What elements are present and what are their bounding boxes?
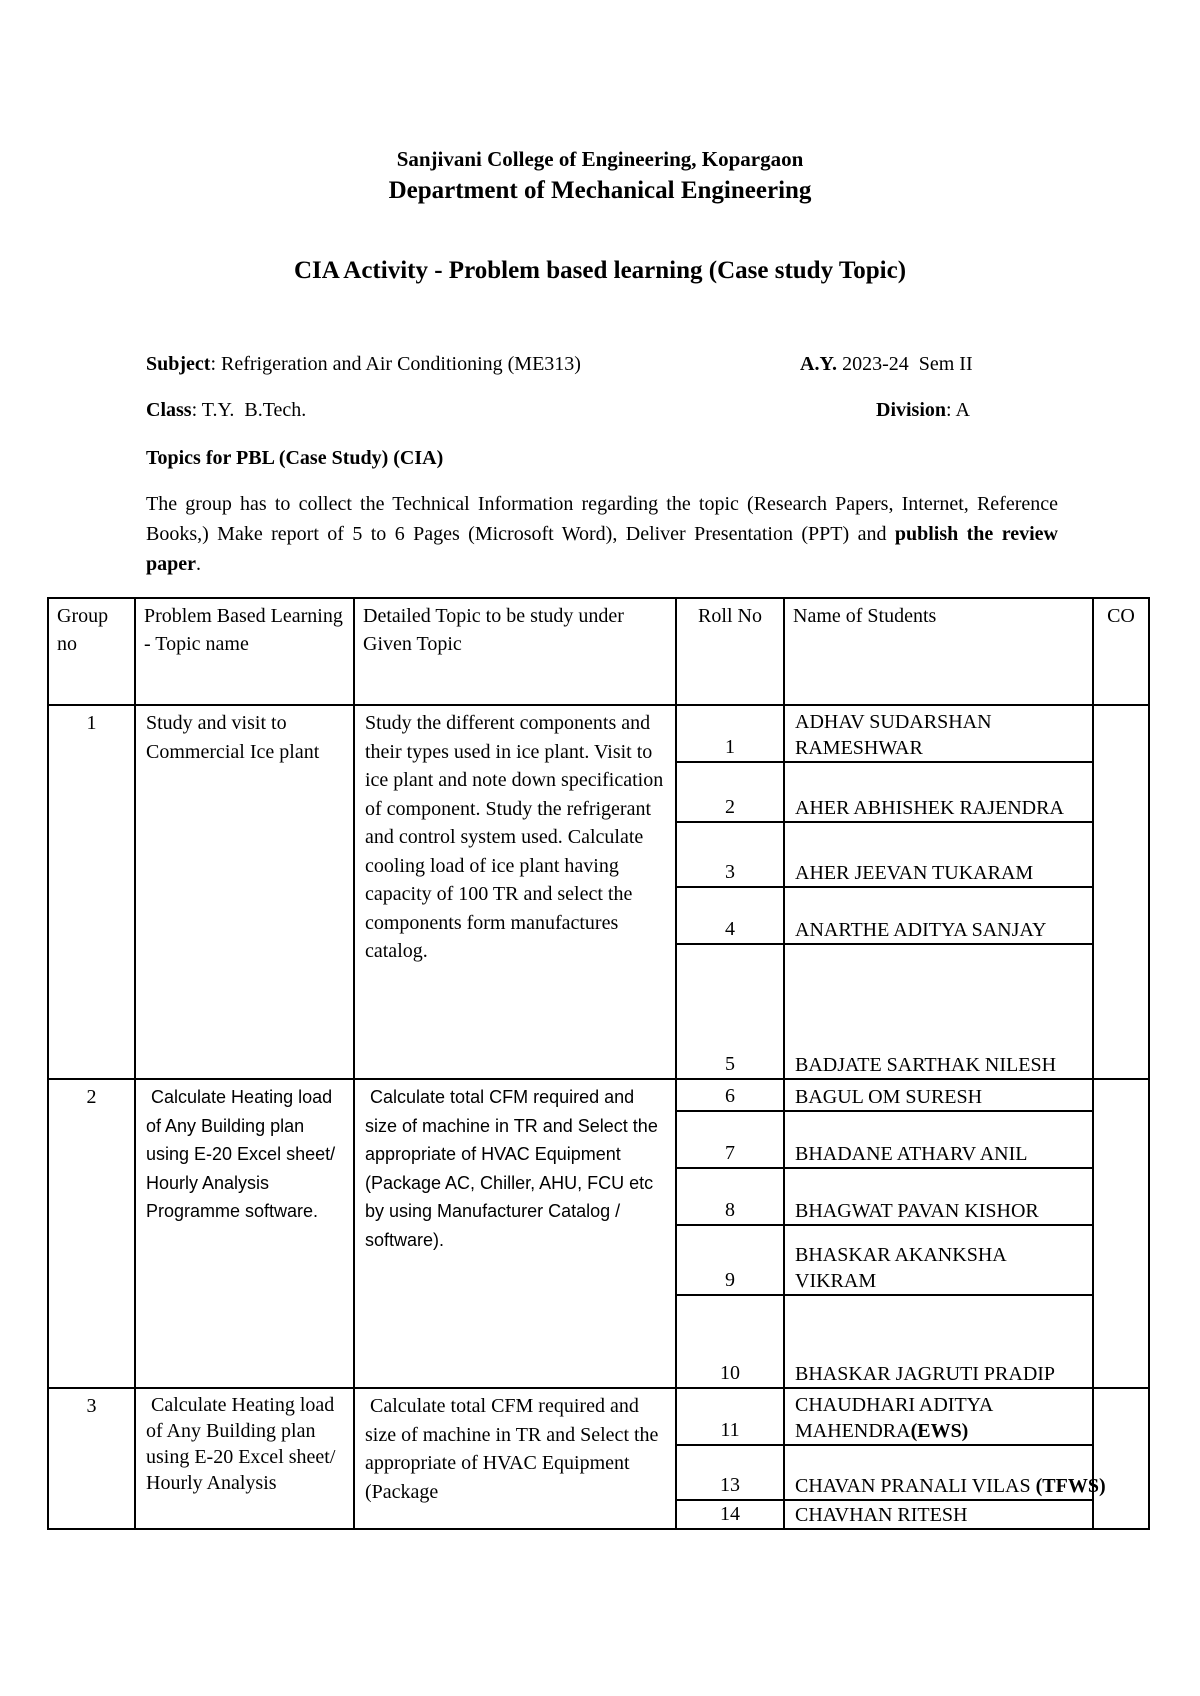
problem-topic: Calculate Heating load of Any Building plan using E-20 Excel sheet/ Hourly Analysis Programme software. xyxy=(135,1079,354,1388)
student-name: BHADANE ATHARV ANIL xyxy=(784,1111,1093,1168)
student-name-text: CHAUDHARI ADITYA MAHENDRA xyxy=(795,1394,993,1442)
header-co: CO xyxy=(1093,598,1149,705)
roll-number: 8 xyxy=(676,1168,784,1225)
department-name: Department of Mechanical Engineering xyxy=(388,177,812,204)
pbl-topics-table xyxy=(47,597,1150,1530)
activity-title: CIA Activity - Problem based learning (Case study Topic) xyxy=(293,257,907,284)
roll-number: 13 xyxy=(676,1445,784,1500)
roll-number: 6 xyxy=(676,1079,784,1111)
detailed-topic: Calculate total CFM required and size of machine in TR and Select the appropriate of HVAC Equipment (Package xyxy=(354,1388,676,1529)
subject-line xyxy=(146,353,581,376)
roll-number: 3 xyxy=(676,822,784,887)
roll-number: 4 xyxy=(676,887,784,944)
roll-number: 2 xyxy=(676,762,784,822)
roll-number: 11 xyxy=(676,1388,784,1445)
roll-number: 1 xyxy=(676,705,784,762)
intro-bold: publish the review paper xyxy=(146,523,1058,575)
detailed-topic: Calculate total CFM required and size of machine in TR and Select the appropriate of HVAC Equipment (Package AC, Chiller, AHU, FCU etc by using Manufacturer Catalog / software). xyxy=(354,1079,676,1388)
roll-number: 10 xyxy=(676,1295,784,1388)
group-number: 3 xyxy=(48,1388,135,1529)
problem-topic: Calculate Heating load of Any Building plan using E-20 Excel sheet/ Hourly Analysis xyxy=(135,1388,354,1529)
category-tag: (EWS) xyxy=(910,1420,969,1442)
header-problem: Problem Based Learning - Topic name xyxy=(135,598,354,705)
student-name: BADJATE SARTHAK NILESH xyxy=(784,944,1093,1079)
detailed-topic: Study the different components and their types used in ice plant. Visit to ice plant and note down specification of component. Study the refrigerant and control system used. Calculate cooling load of ice plant having capacity of 100 TR and select the components form manufactures catalog. xyxy=(354,705,676,1079)
academic-year-line xyxy=(800,353,973,376)
header-group-no: Group no xyxy=(48,598,135,705)
group-number: 1 xyxy=(48,705,135,1079)
college-name: Sanjivani College of Engineering, Kopargaon xyxy=(396,147,804,171)
group-number: 2 xyxy=(48,1079,135,1388)
division-label: Division xyxy=(876,399,947,421)
roll-number: 5 xyxy=(676,944,784,1079)
class-value: : T.Y. B.Tech. xyxy=(191,399,307,421)
table-row xyxy=(48,1388,1149,1445)
topics-heading: Topics for PBL (Case Study) (CIA) xyxy=(146,447,444,469)
class-label: Class xyxy=(146,399,192,421)
header-roll: Roll No xyxy=(676,598,784,705)
student-name: BAGUL OM SURESH xyxy=(784,1079,1093,1111)
problem-topic: Study and visit to Commercial Ice plant xyxy=(135,705,354,1079)
roll-number: 7 xyxy=(676,1111,784,1168)
co-cell xyxy=(1093,1388,1149,1529)
class-line xyxy=(146,399,306,422)
intro-text: The group has to collect the Technical Information regarding the topic (Research Papers, Internet, Reference Books,) Make report of 5 to 6 Pages (Microsoft Word), Deliver Presentation (PPT) and xyxy=(146,493,1058,545)
student-name xyxy=(784,1445,1106,1500)
student-name: BHAGWAT PAVAN KISHOR xyxy=(784,1168,1093,1225)
intro-end: . xyxy=(196,553,201,575)
subject-value: : Refrigeration and Air Conditioning (ME313) xyxy=(210,353,581,375)
student-name xyxy=(784,1388,1093,1445)
division-line xyxy=(876,399,970,422)
table-row xyxy=(48,705,1149,762)
header-name: Name of Students xyxy=(784,598,1093,705)
roll-number: 14 xyxy=(676,1500,784,1529)
table-row xyxy=(48,1079,1149,1111)
student-name: ANARTHE ADITYA SANJAY xyxy=(784,887,1093,944)
student-name: BHASKAR AKANKSHA VIKRAM xyxy=(784,1225,1093,1295)
ay-value: 2023-24 Sem II xyxy=(837,353,973,375)
student-name: CHAVHAN RITESH xyxy=(784,1500,1093,1529)
student-name: ADHAV SUDARSHAN RAMESHWAR xyxy=(784,705,1093,762)
co-cell xyxy=(1093,1079,1149,1388)
co-cell xyxy=(1093,705,1149,1079)
student-name: BHASKAR JAGRUTI PRADIP xyxy=(784,1295,1093,1388)
subject-label: Subject xyxy=(146,353,211,375)
division-value: : A xyxy=(946,399,970,421)
category-tag: (TFWS) xyxy=(1035,1475,1106,1497)
intro-paragraph xyxy=(146,489,1058,579)
ay-label: A.Y. xyxy=(800,353,838,375)
student-name: AHER ABHISHEK RAJENDRA xyxy=(784,762,1093,822)
student-name-text: CHAVAN PRANALI VILAS xyxy=(795,1475,1036,1497)
table-header-row xyxy=(48,598,1149,705)
student-name: AHER JEEVAN TUKARAM xyxy=(784,822,1093,887)
header-detail: Detailed Topic to be study under Given Topic xyxy=(354,598,676,705)
roll-number: 9 xyxy=(676,1225,784,1295)
